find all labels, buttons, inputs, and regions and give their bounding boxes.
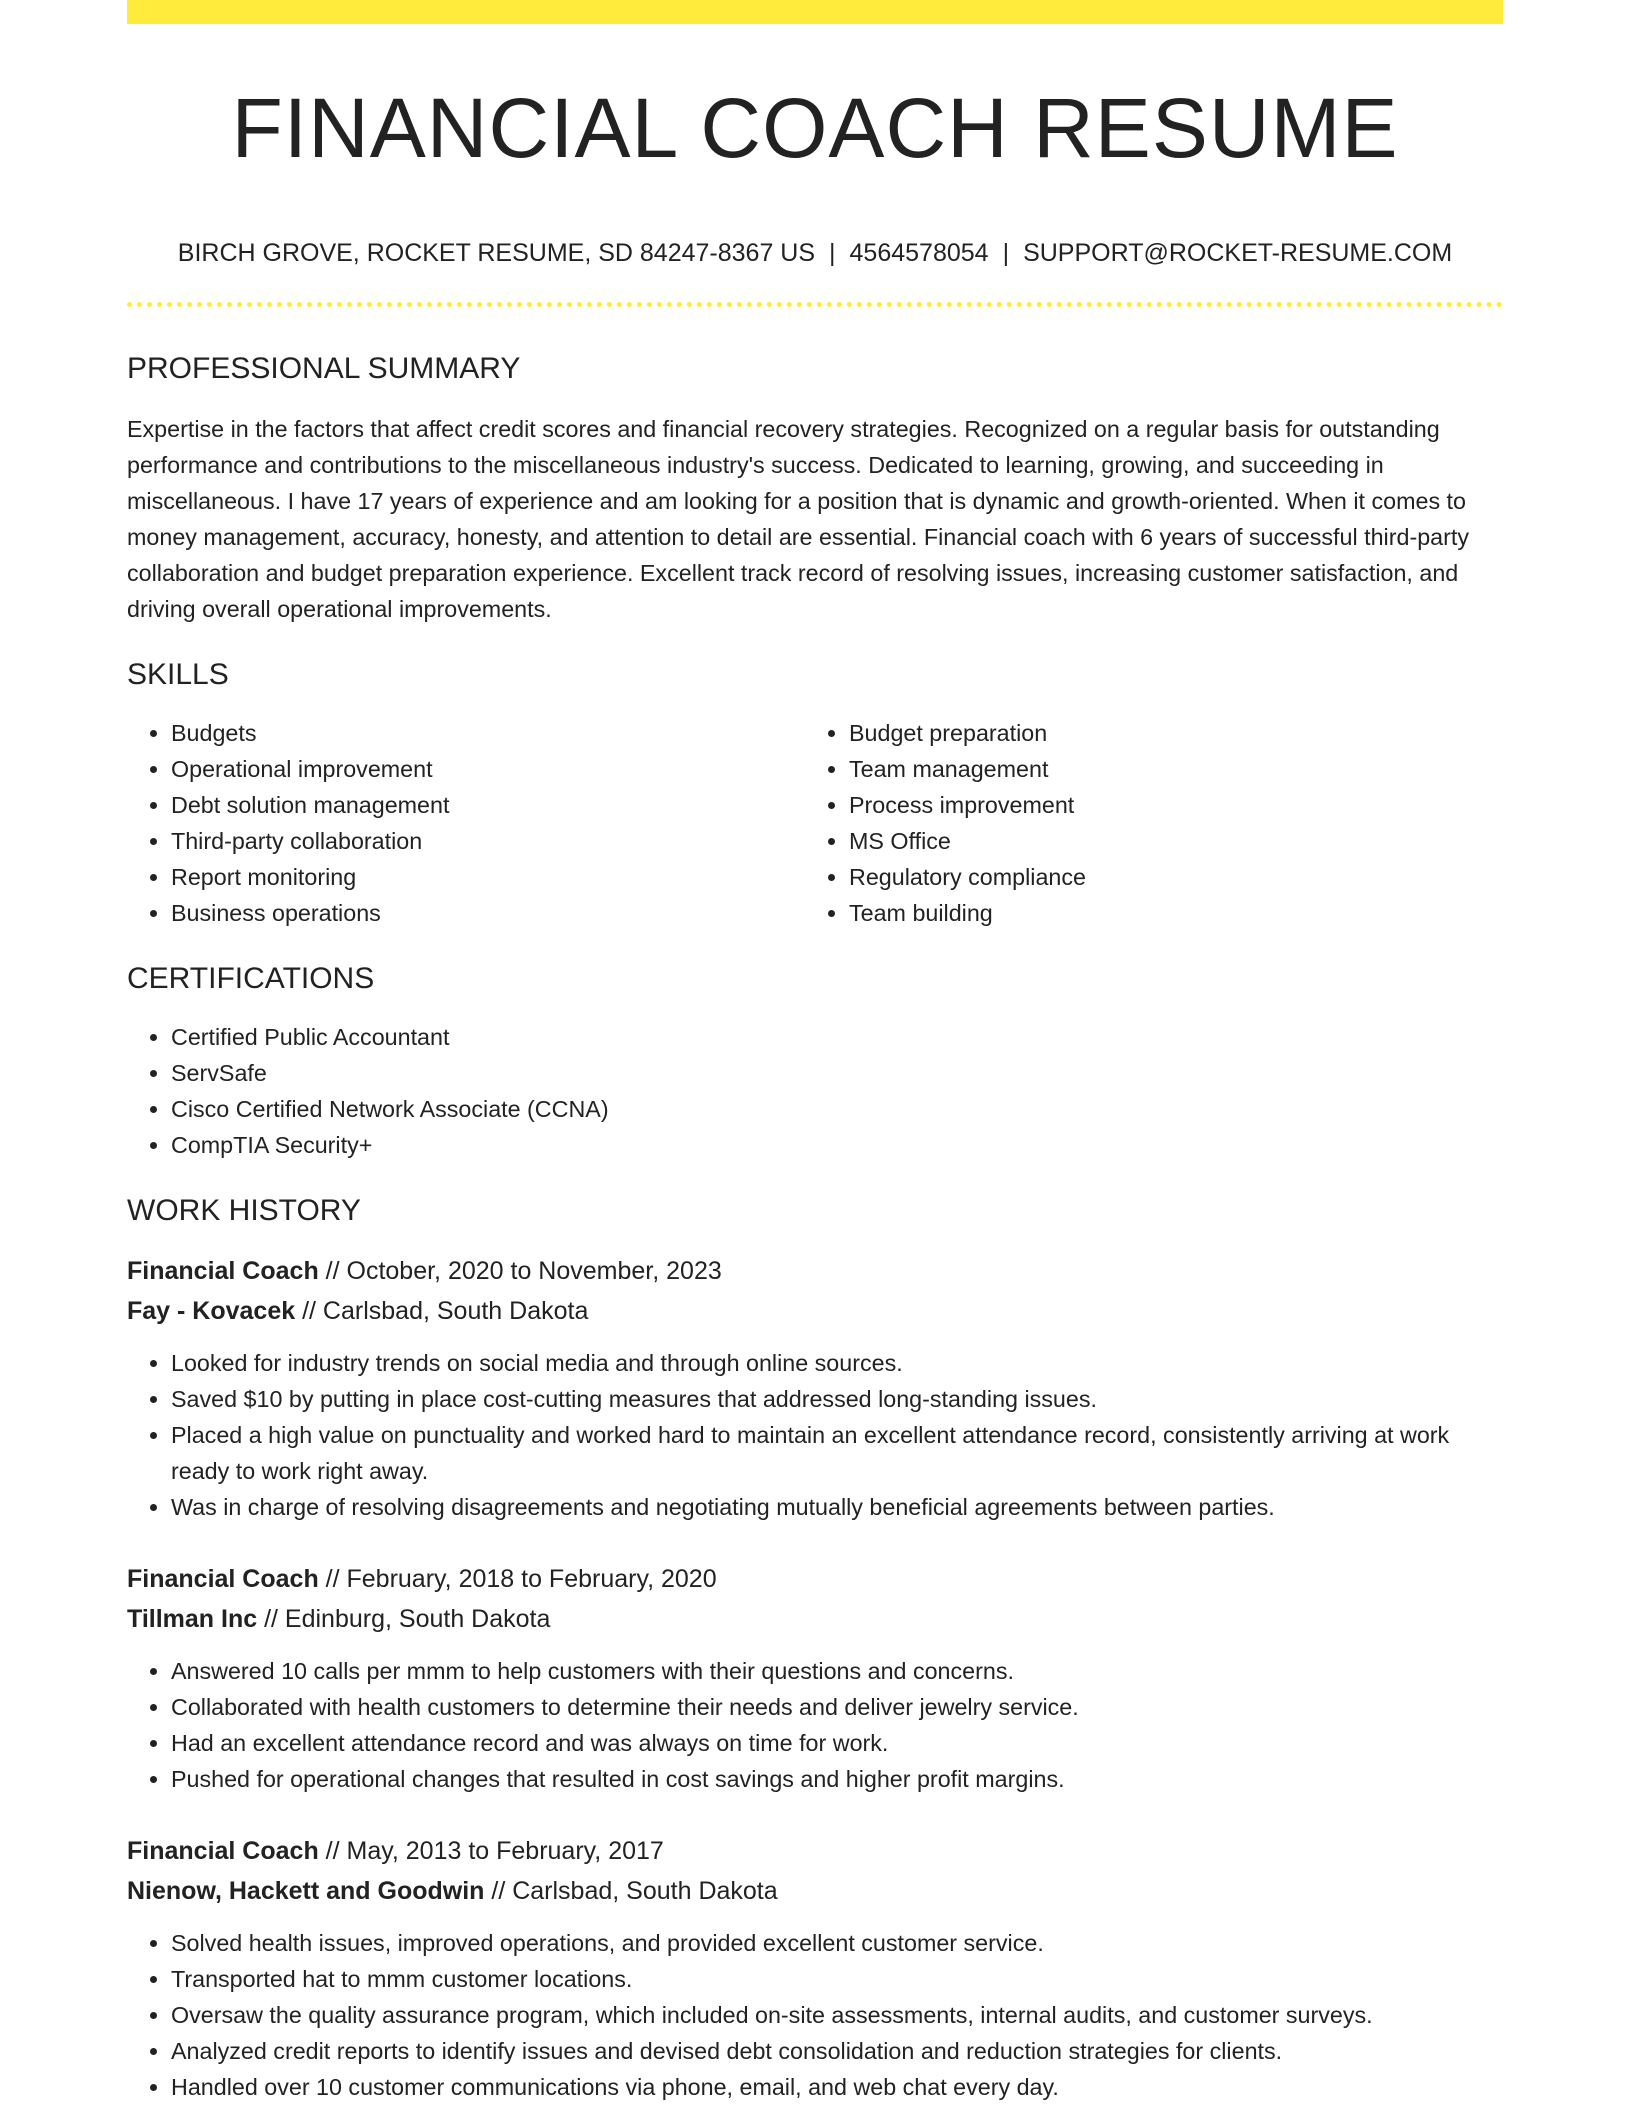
job-bullet: • Analyzed credit reports to identify issues and devised debt consolidation and reduction strategies for clients. (171, 2033, 1503, 2069)
job-bullet: • Looked for industry trends on social media and through online sources. (171, 1345, 1503, 1381)
job-bullets (127, 1345, 1503, 1525)
job-bullet: • Pushed for operational changes that resulted in cost savings and higher profit margins. (171, 1761, 1503, 1797)
skill-item: • Business operations (171, 895, 805, 931)
job-bullet: • Saved $10 by putting in place cost-cutting measures that addressed long-standing issues. (171, 1381, 1503, 1417)
job-location: // Carlsbad, South Dakota (484, 1877, 778, 1905)
job-title-line (127, 1251, 1503, 1291)
job-bullet: • Answered 10 calls per mmm to help customers with their questions and concerns. (171, 1653, 1503, 1689)
certification-item: • ServSafe (171, 1055, 1503, 1091)
skill-item: • Regulatory compliance (849, 859, 1483, 895)
contact-separator: | (829, 239, 836, 267)
accent-top-bar (127, 0, 1503, 24)
job-bullet: • Oversaw the quality assurance program, which included on-site assessments, internal audits, and customer surveys. (171, 1997, 1503, 2033)
certifications-section (127, 961, 1503, 1163)
job-company-line (127, 1599, 1503, 1639)
job-role: Financial Coach (127, 1257, 319, 1285)
skill-item: • Budget preparation (849, 715, 1483, 751)
job-entry (127, 1831, 1503, 2105)
job-entry (127, 1559, 1503, 1797)
contact-line (127, 238, 1503, 268)
skill-item: • Team management (849, 751, 1483, 787)
job-entry (127, 1251, 1503, 1525)
work-history-heading: WORK HISTORY (127, 1194, 361, 1227)
job-company: Fay - Kovacek (127, 1297, 296, 1325)
job-company-line (127, 1871, 1503, 1911)
skill-item: • Budgets (171, 715, 805, 751)
work-history-section (127, 1193, 1503, 2105)
job-bullet: • Was in charge of resolving disagreements and negotiating mutually beneficial agreements between parties. (171, 1489, 1503, 1525)
skill-item: • Debt solution management (171, 787, 805, 823)
skill-item: • Third-party collaboration (171, 823, 805, 859)
skills-list-right (805, 715, 1483, 931)
certifications-list (127, 1019, 1503, 1163)
dotted-divider (127, 302, 1503, 307)
skill-item: • MS Office (849, 823, 1483, 859)
job-dates: // February, 2018 to February, 2020 (318, 1565, 717, 1593)
contact-phone: 4564578054 (849, 239, 989, 267)
skill-item: • Process improvement (849, 787, 1483, 823)
summary-section (127, 351, 1503, 627)
job-role: Financial Coach (127, 1565, 319, 1593)
summary-heading: PROFESSIONAL SUMMARY (127, 352, 521, 385)
certifications-heading: CERTIFICATIONS (127, 962, 375, 995)
job-bullet: • Transported hat to mmm customer locations. (171, 1961, 1503, 1997)
job-bullet: • Collaborated with health customers to determine their needs and deliver jewelry service. (171, 1689, 1503, 1725)
job-title-line (127, 1831, 1503, 1871)
job-title-line (127, 1559, 1503, 1599)
certification-item: • Cisco Certified Network Associate (CCNA) (171, 1091, 1503, 1127)
skill-item: • Operational improvement (171, 751, 805, 787)
skills-section (127, 657, 1503, 931)
contact-separator: | (1002, 239, 1010, 267)
job-location: // Edinburg, South Dakota (257, 1605, 551, 1633)
job-company: Nienow, Hackett and Goodwin (127, 1877, 485, 1905)
job-bullet: • Placed a high value on punctuality and worked hard to maintain an excellent attendance record, consistently arriving at work ready to work right away. (171, 1417, 1503, 1489)
contact-address: BIRCH GROVE, ROCKET RESUME, SD 84247-8367 US (177, 239, 816, 267)
job-company: Tillman Inc (127, 1605, 258, 1633)
job-bullet: • Handled over 10 customer communications via phone, email, and web chat every day. (171, 2069, 1503, 2105)
certification-item: • Certified Public Accountant (171, 1019, 1503, 1055)
resume-page (127, 0, 1503, 2105)
resume-title: FINANCIAL COACH RESUME (231, 81, 1399, 175)
job-dates: // May, 2013 to February, 2017 (318, 1837, 664, 1865)
skill-item: • Report monitoring (171, 859, 805, 895)
skills-grid (127, 715, 1503, 931)
skills-heading: SKILLS (127, 658, 229, 691)
job-bullets (127, 1653, 1503, 1797)
summary-text: Expertise in the factors that affect credit scores and financial recovery strategies. Recognized on a regular basis for outstanding performance and contributions to the miscellaneous industry's success. Dedicated to learning, growing, and succeeding in miscellaneous. I have 17 years of experience and am looking for a position that is dynamic and growth-oriented. When it comes to money management, accuracy, honesty, and attention to detail are essential. Financial coach with 6 years of successful third-party collaboration and budget preparation experience. Excellent track record of resolving issues, increasing customer satisfaction, and driving overall operational improvements. (127, 416, 1469, 622)
job-role: Financial Coach (127, 1837, 319, 1865)
job-location: // Carlsbad, South Dakota (295, 1297, 589, 1325)
skill-item: • Team building (849, 895, 1483, 931)
job-bullets (127, 1925, 1503, 2105)
job-dates: // October, 2020 to November, 2023 (318, 1257, 722, 1285)
job-company-line (127, 1291, 1503, 1331)
job-bullet: • Had an excellent attendance record and was always on time for work. (171, 1725, 1503, 1761)
certification-item: • CompTIA Security+ (171, 1127, 1503, 1163)
skills-list-left (127, 715, 805, 931)
job-bullet: • Solved health issues, improved operations, and provided excellent customer service. (171, 1925, 1503, 1961)
contact-email: SUPPORT@ROCKET-RESUME.COM (1023, 239, 1453, 267)
